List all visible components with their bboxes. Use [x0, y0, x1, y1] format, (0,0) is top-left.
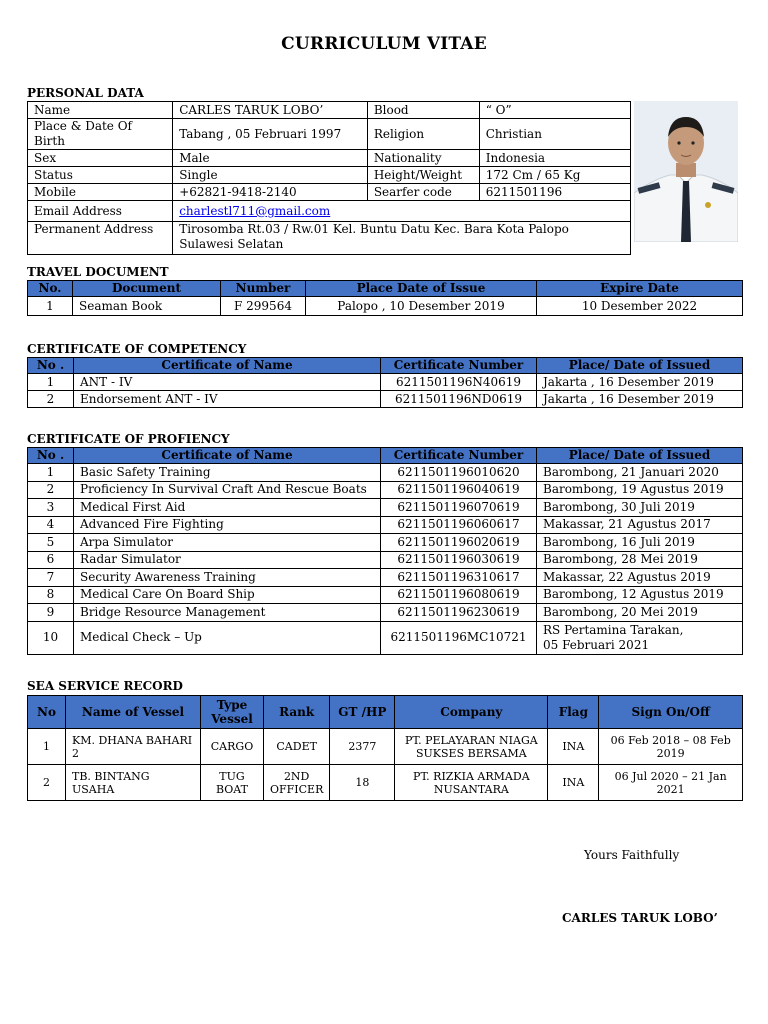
- table-row: [28, 534, 743, 552]
- field-value: Male: [173, 150, 368, 167]
- person-portrait-icon: [634, 101, 738, 242]
- certificate-name: Medical Care On Board Ship: [74, 586, 381, 604]
- place-date-of-issued: [537, 621, 743, 654]
- column-header: Place/ Date of Issued: [537, 358, 743, 374]
- column-header: Expire Date: [537, 281, 743, 297]
- field-label: Name: [28, 102, 173, 119]
- place-date-of-issued: Barombong, 12 Agustus 2019: [537, 586, 743, 604]
- vessel-type: CARGO: [201, 729, 264, 765]
- sign-on-off: 06 Feb 2018 – 08 Feb 2019: [599, 729, 743, 765]
- certificate-name: Medical First Aid: [74, 499, 381, 517]
- table-row: [28, 551, 743, 569]
- table-row: [28, 604, 743, 622]
- row-number: 2: [28, 481, 74, 499]
- column-header: Company: [395, 696, 548, 729]
- table-row: [28, 499, 743, 517]
- table-header-row: [28, 358, 743, 374]
- sign-on-off: 06 Jul 2020 – 21 Jan 2021: [599, 765, 743, 801]
- row-number: 4: [28, 516, 74, 534]
- coc-table: [27, 357, 743, 408]
- field-label: Status: [28, 167, 173, 184]
- table-row: [28, 481, 743, 499]
- row-number: 8: [28, 586, 74, 604]
- vessel-type: TUG BOAT: [201, 765, 264, 801]
- field-value: 172 Cm / 65 Kg: [479, 167, 630, 184]
- table-row: [28, 516, 743, 534]
- coc-heading: CERTIFICATE OF COMPETENCY: [27, 342, 247, 356]
- table-row: [28, 391, 743, 408]
- sea-service-table: [27, 695, 743, 801]
- field-label: Mobile: [28, 184, 173, 201]
- certificate-number: 6211501196020619: [381, 534, 537, 552]
- table-row: [28, 374, 743, 391]
- field-value: Christian: [479, 119, 630, 150]
- column-header: Name of Vessel: [66, 696, 201, 729]
- place-date-of-issued: Makassar, 21 Agustus 2017: [537, 516, 743, 534]
- column-header: GT /HP: [330, 696, 395, 729]
- certificate-number: 6211501196310617: [381, 569, 537, 587]
- table-row: [28, 729, 743, 765]
- certificate-name: ANT - IV: [74, 374, 381, 391]
- row-number: 7: [28, 569, 74, 587]
- column-header: Certificate of Name: [74, 448, 381, 464]
- column-header: Sign On/Off: [599, 696, 743, 729]
- email-cell: [173, 201, 631, 222]
- certificate-number: 6211501196080619: [381, 586, 537, 604]
- closing-text: Yours Faithfully: [584, 848, 680, 862]
- table-row: [28, 464, 743, 482]
- place-date-of-issued: Jakarta , 16 Desember 2019: [537, 391, 743, 408]
- table-row: [28, 765, 743, 801]
- vessel-name: KM. DHANA BAHARI 2: [66, 729, 201, 765]
- personal-row: [28, 167, 631, 184]
- address-row: [28, 222, 631, 255]
- personal-data-heading: PERSONAL DATA: [27, 86, 144, 100]
- column-header: No.: [28, 281, 73, 297]
- place-date-of-issued: Barombong, 20 Mei 2019: [537, 604, 743, 622]
- email-link[interactable]: charlestl711@gmail.com: [179, 203, 331, 218]
- row-number: 1: [28, 464, 74, 482]
- vessel-name: TB. BINTANG USAHA: [66, 765, 201, 801]
- field-value: Tabang , 05 Februari 1997: [173, 119, 368, 150]
- certificate-number: 6211501196070619: [381, 499, 537, 517]
- field-label: Religion: [367, 119, 479, 150]
- email-label: Email Address: [28, 201, 173, 222]
- table-row: [28, 569, 743, 587]
- column-header: Number: [221, 281, 306, 297]
- personal-row: [28, 119, 631, 150]
- certificate-number: 6211501196N40619: [381, 374, 537, 391]
- place-date-of-issued: Barombong, 16 Juli 2019: [537, 534, 743, 552]
- certificate-number: 6211501196030619: [381, 551, 537, 569]
- column-header: Certificate Number: [381, 448, 537, 464]
- certificate-number: 6211501196ND0619: [381, 391, 537, 408]
- certificate-name: Basic Safety Training: [74, 464, 381, 482]
- column-header: Flag: [548, 696, 599, 729]
- column-header: Place/ Date of Issued: [537, 448, 743, 464]
- personal-row: [28, 184, 631, 201]
- place-date-of-issued: Barombong, 21 Januari 2020: [537, 464, 743, 482]
- field-label: Sex: [28, 150, 173, 167]
- field-label: Searfer code: [367, 184, 479, 201]
- travel-document-table: [27, 280, 743, 316]
- certificate-number: 6211501196060617: [381, 516, 537, 534]
- table-header-row: [28, 281, 743, 297]
- column-header: No .: [28, 448, 74, 464]
- place-date-of-issued: Barombong, 28 Mei 2019: [537, 551, 743, 569]
- address-value: Tirosomba Rt.03 / Rw.01 Kel. Buntu Datu Kec. Bara Kota Palopo Sulawesi Selatan: [173, 222, 631, 255]
- company: PT. PELAYARAN NIAGA SUKSES BERSAMA: [395, 729, 548, 765]
- document-name: Seaman Book: [73, 297, 221, 316]
- table-header-row: [28, 696, 743, 729]
- certificate-name: Endorsement ANT - IV: [74, 391, 381, 408]
- column-header: Type Vessel: [201, 696, 264, 729]
- place-date-of-issued: Barombong, 19 Agustus 2019: [537, 481, 743, 499]
- field-label: Height/Weight: [367, 167, 479, 184]
- certificate-number: 6211501196040619: [381, 481, 537, 499]
- field-value: 6211501196: [479, 184, 630, 201]
- document-number: F 299564: [221, 297, 306, 316]
- address-label: Permanent Address: [28, 222, 173, 255]
- row-number: 3: [28, 499, 74, 517]
- row-number: 1: [28, 297, 73, 316]
- row-number: 10: [28, 621, 74, 654]
- row-number: 2: [28, 765, 66, 801]
- table-row: [28, 621, 743, 654]
- certificate-name: Medical Check – Up: [74, 621, 381, 654]
- certificate-name: Advanced Fire Fighting: [74, 516, 381, 534]
- gt-hp: 2377: [330, 729, 395, 765]
- column-header: Certificate of Name: [74, 358, 381, 374]
- column-header: No: [28, 696, 66, 729]
- place-date-of-issued: Jakarta , 16 Desember 2019: [537, 374, 743, 391]
- column-header: Certificate Number: [381, 358, 537, 374]
- personal-row: [28, 150, 631, 167]
- column-header: No .: [28, 358, 74, 374]
- field-value: +62821-9418-2140: [173, 184, 368, 201]
- profile-photo: [634, 101, 738, 242]
- certificate-number: 6211501196MC10721: [381, 621, 537, 654]
- sea-service-heading: SEA SERVICE RECORD: [27, 679, 183, 693]
- page-title: CURRICULUM VITAE: [281, 34, 487, 54]
- signature-name: CARLES TARUK LOBO’: [562, 911, 718, 925]
- row-number: 1: [28, 374, 74, 391]
- gt-hp: 18: [330, 765, 395, 801]
- rank: 2ND OFFICER: [264, 765, 330, 801]
- table-header-row: [28, 448, 743, 464]
- row-number: 2: [28, 391, 74, 408]
- place-date-of-issued: Makassar, 22 Agustus 2019: [537, 569, 743, 587]
- column-header: Place Date of Issue: [306, 281, 537, 297]
- place-line: RS Pertamina Tarakan,: [543, 622, 684, 637]
- row-number: 9: [28, 604, 74, 622]
- certificate-name: Bridge Resource Management: [74, 604, 381, 622]
- date-line: 05 Februari 2021: [543, 637, 650, 652]
- field-value: Single: [173, 167, 368, 184]
- company: PT. RIZKIA ARMADA NUSANTARA: [395, 765, 548, 801]
- certificate-name: Radar Simulator: [74, 551, 381, 569]
- place-date-of-issued: Barombong, 30 Juli 2019: [537, 499, 743, 517]
- field-label: Blood: [367, 102, 479, 119]
- flag: INA: [548, 729, 599, 765]
- certificate-number: 6211501196230619: [381, 604, 537, 622]
- table-row: [28, 586, 743, 604]
- certificate-name: Arpa Simulator: [74, 534, 381, 552]
- column-header: Rank: [264, 696, 330, 729]
- travel-document-heading: TRAVEL DOCUMENT: [27, 265, 169, 279]
- field-label: Nationality: [367, 150, 479, 167]
- certificate-number: 6211501196010620: [381, 464, 537, 482]
- expire-date: 10 Desember 2022: [537, 297, 743, 316]
- field-value: Indonesia: [479, 150, 630, 167]
- column-header: Document: [73, 281, 221, 297]
- field-label: Place & Date Of Birth: [28, 119, 173, 150]
- table-row: [28, 297, 743, 316]
- cop-table: [27, 447, 743, 655]
- cop-heading: CERTIFICATE OF PROFIENCY: [27, 432, 230, 446]
- flag: INA: [548, 765, 599, 801]
- place-date-of-issue: Palopo , 10 Desember 2019: [306, 297, 537, 316]
- certificate-name: Security Awareness Training: [74, 569, 381, 587]
- row-number: 5: [28, 534, 74, 552]
- field-value: “ O”: [479, 102, 630, 119]
- email-row: [28, 201, 631, 222]
- rank: CADET: [264, 729, 330, 765]
- certificate-name: Proficiency In Survival Craft And Rescue Boats: [74, 481, 381, 499]
- personal-data-table: [27, 101, 631, 255]
- row-number: 6: [28, 551, 74, 569]
- personal-row: [28, 102, 631, 119]
- row-number: 1: [28, 729, 66, 765]
- field-value: CARLES TARUK LOBO’: [173, 102, 368, 119]
